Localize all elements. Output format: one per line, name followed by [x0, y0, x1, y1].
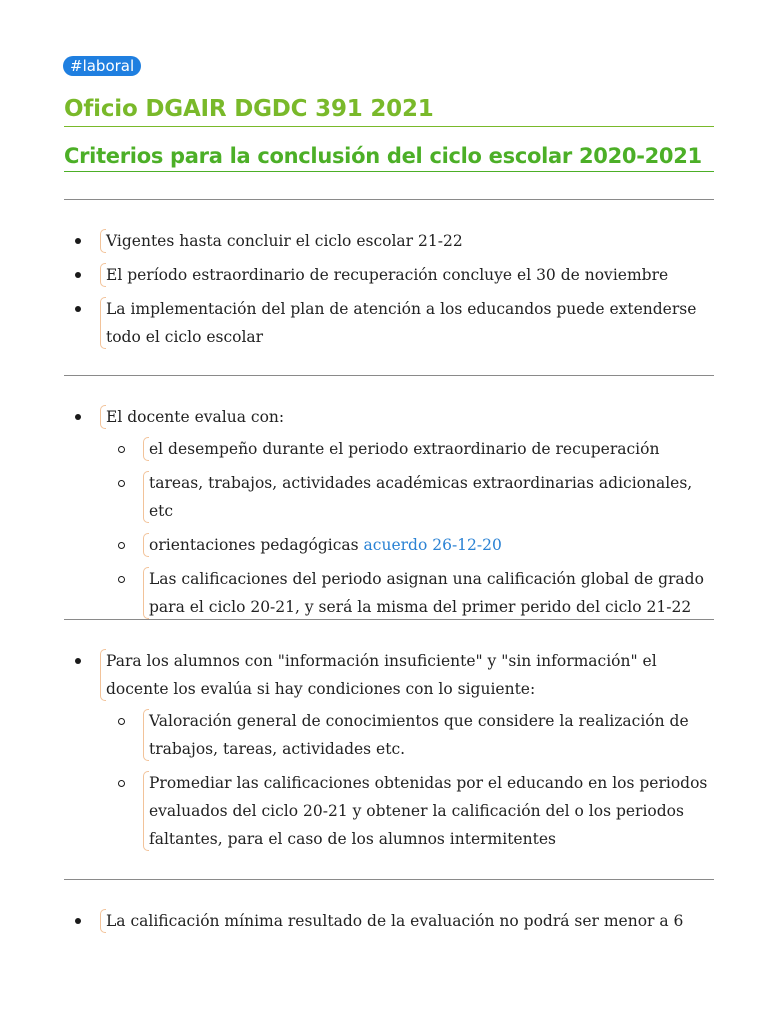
list-item: El docente evalua con: el desempeño durante el periodo extraordinario de recuperación tareas, trabajos, actividades académicas extraordinarias adicionales, etc orientaciones pedagógicas acuerdo 26-12-20 Las calificaciones del periodo asignan una calificación global de grado para el ciclo 20-21, y será la misma del primer perido del ciclo 21-22	[75, 403, 715, 621]
circle-bullet-icon	[118, 780, 125, 787]
tag-badge[interactable]: #laboral	[63, 56, 141, 76]
bullet-icon	[75, 272, 81, 278]
list-item: Vigentes hasta concluir el ciclo escolar 21-22	[75, 227, 715, 255]
sub-list-item: Las calificaciones del periodo asignan una calificación global de grado para el ciclo 20-21, y será la misma del primer perido del ciclo 21-22	[118, 565, 715, 621]
sub-list-item: el desempeño durante el periodo extraordinario de recuperación	[118, 435, 715, 463]
sub-list-item: tareas, trabajos, actividades académicas extraordinarias adicionales, etc	[118, 469, 715, 525]
section-2-list	[75, 403, 715, 627]
circle-bullet-icon	[118, 446, 125, 453]
divider	[64, 199, 714, 200]
circle-bullet-icon	[118, 718, 125, 725]
list-item: La implementación del plan de atención a los educandos puede extenderse todo el ciclo escolar	[75, 295, 715, 351]
list-item: Para los alumnos con "información insuficiente" y "sin información" el docente los evalúa si hay condiciones con lo siguiente: Valoración general de conocimientos que considere la realización de trabajos, tareas, actividades etc. Promediar las calificaciones obtenidas por el educando en los periodos evaluados del ciclo 20-21 y obtener la calificación del o los periodos faltantes, para el caso de los alumnos intermitentes	[75, 647, 715, 853]
page-subtitle: Criterios para la conclusión del ciclo escolar 2020-2021	[64, 141, 714, 172]
section-1-list	[75, 227, 715, 357]
section-4-list	[75, 907, 715, 941]
divider	[64, 619, 714, 620]
sub-list	[100, 707, 715, 853]
divider	[64, 879, 714, 880]
sub-list	[100, 435, 715, 621]
circle-bullet-icon	[118, 576, 125, 583]
page-title: Oficio DGAIR DGDC 391 2021	[64, 94, 714, 127]
bullet-icon	[75, 414, 81, 420]
sub-list-item: Valoración general de conocimientos que considere la realización de trabajos, tareas, actividades etc.	[118, 707, 715, 763]
sub-list-item: orientaciones pedagógicas acuerdo 26-12-20	[118, 531, 715, 559]
sub-list-item: Promediar las calificaciones obtenidas por el educando en los periodos evaluados del ciclo 20-21 y obtener la calificación del o los periodos faltantes, para el caso de los alumnos intermitentes	[118, 769, 715, 853]
list-item: La calificación mínima resultado de la evaluación no podrá ser menor a 6	[75, 907, 715, 935]
bullet-icon	[75, 238, 81, 244]
list-item: El período estraordinario de recuperación concluye el 30 de noviembre	[75, 261, 715, 289]
bullet-icon	[75, 918, 81, 924]
section-3-list	[75, 647, 715, 859]
circle-bullet-icon	[118, 542, 125, 549]
bullet-icon	[75, 306, 81, 312]
divider	[64, 375, 714, 376]
bullet-icon	[75, 658, 81, 664]
circle-bullet-icon	[118, 480, 125, 487]
acuerdo-link[interactable]: acuerdo 26-12-20	[363, 536, 502, 554]
